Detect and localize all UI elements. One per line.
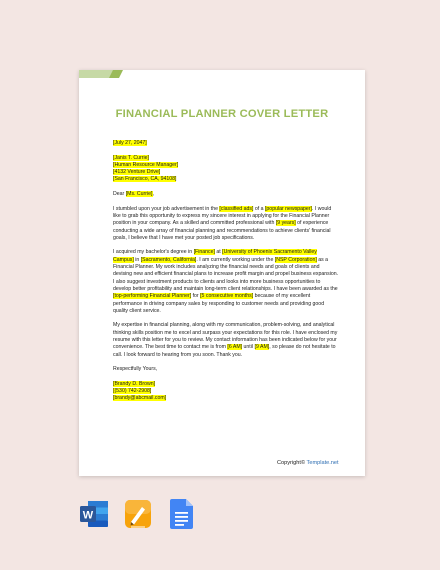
sender-name: [Brandy D. Brown] bbox=[113, 380, 156, 387]
date-placeholder: [July 27, 2047] bbox=[113, 140, 147, 146]
corner-decoration bbox=[79, 70, 123, 78]
google-docs-icon[interactable] bbox=[167, 498, 197, 530]
brand-link[interactable]: Template.net bbox=[305, 460, 339, 466]
app-icons bbox=[79, 498, 197, 530]
document-title: FINANCIAL PLANNER COVER LETTER bbox=[115, 108, 329, 120]
paragraph-2: I acquired my bachelor's degree in [Finance] at [University of Phoenix Sacramento Valley Campus] in [Sacramento, California]. I am currently working under the [NSP Corporation] as a Financial Planner. My work includes analyzing the financial needs and goals of clients and devising new and efficient financial plans to increase profit margin and propel business expansion. I also suggest investment products to clients and looks into more business opportunities to develop better profitability and maintain long-term client relationships. I have been awarded as the [top-performing Financial Planner] for [5 consecutive months] because of my excellent performance in driving company sales by responding to customer needs and providing good quality client service. bbox=[113, 249, 339, 314]
document-page bbox=[79, 70, 365, 476]
salutation: Dear [Ms. Currie], bbox=[113, 191, 154, 198]
copyright-label: Copyright bbox=[277, 460, 301, 466]
copyright-footer bbox=[277, 460, 339, 466]
sender-email: [brandy@abcmail.com] bbox=[113, 395, 167, 402]
paragraph-1: I stumbled upon your job advertisement in the [classified ads] of a [popular newspaper]. I would like to grab this opportunity to express my sincere interest in applying for the Financial Planner position in your company. As a skilled and committed professional with [9 years] of experience conducting a wide array of financial planning and recommendations to achieve clients' financial goals, I believe that I have met your posted job specifications. bbox=[113, 205, 332, 241]
copyright-symbol: © bbox=[300, 460, 306, 466]
letter-body bbox=[113, 140, 339, 403]
recipient-city: [San Francisco, CA, 94108] bbox=[113, 176, 177, 183]
closing: Respectfully Yours, bbox=[113, 366, 158, 373]
recipient-title: [Human Resource Manager] bbox=[113, 161, 179, 168]
recipient-name: [Janis T. Currie] bbox=[113, 154, 149, 161]
paragraph-3: My expertise in financial planning, along with my communication, problem-solving, and analytical thinking skills position me to excel and surpass your expectations for this role. I have enclosed my resume with this letter for you to review. My contact information has been indicated below for your convenience. The best time to contact me is from [6 AM] until [9 AM], so please do not hesitate to call. I look forward to hearing from you soon. Thank you. bbox=[113, 322, 338, 358]
pages-icon[interactable] bbox=[123, 498, 153, 530]
recipient-street: [4132 Venture Drive] bbox=[113, 169, 161, 176]
sender-phone: [(530) 742-2908] bbox=[113, 388, 152, 395]
letter-date bbox=[113, 140, 339, 147]
svg-text:W: W bbox=[82, 509, 94, 522]
word-icon[interactable] bbox=[79, 498, 109, 530]
